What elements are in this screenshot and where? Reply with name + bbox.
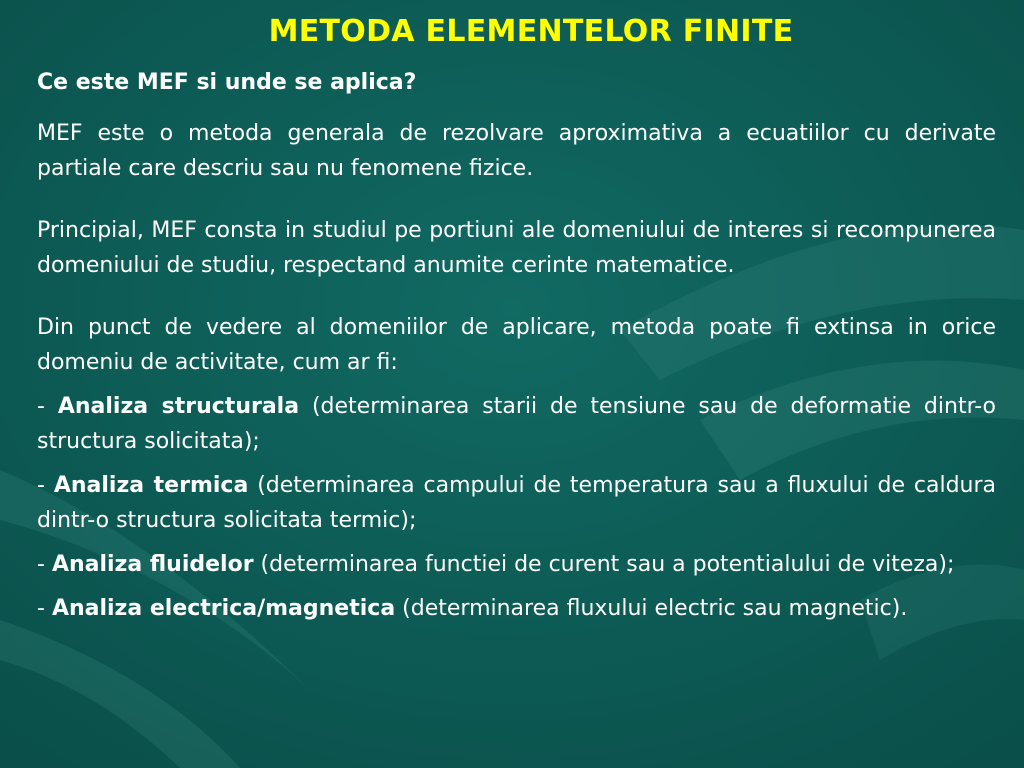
bullet-term: Analiza termica <box>53 473 249 498</box>
bullet-dash: - <box>37 473 54 498</box>
list-item <box>37 547 996 582</box>
slide-title: METODA ELEMENTELOR FINITE <box>268 14 794 49</box>
bullet-description: (determinarea starii de tensiune sau de deformatie dintr-o structura solicitata); <box>37 394 997 454</box>
bullet-term: Analiza fluidelor <box>51 552 254 577</box>
paragraph-definition: MEF este o metoda generala de rezolvare aproximativa a ecuatiilor cu derivate partiale care descriu sau nu fenomene fizice. <box>37 121 996 181</box>
paragraph-applications: Din punct de vedere al domeniilor de aplicare, metoda poate fi extinsa in orice domeniu de activitate, cum ar fi: <box>37 315 996 375</box>
bullet-dash: - <box>37 596 52 621</box>
slide-body <box>37 116 996 626</box>
list-item <box>37 468 996 538</box>
bullet-description: (determinarea fluxului electric sau magnetic). <box>395 596 908 621</box>
list-item <box>37 389 996 459</box>
bullet-dash: - <box>37 552 52 577</box>
bullet-description: (determinarea campului de temperatura sau a fluxului de caldura dintr-o structura solicitata termic); <box>37 473 997 533</box>
bullet-description: (determinarea functiei de curent sau a potentialului de viteza); <box>253 552 955 577</box>
bullet-term: Analiza structurala <box>57 394 300 419</box>
list-item <box>37 591 996 626</box>
paragraph-principle: Principial, MEF consta in studiul pe portiuni ale domeniului de interes si recompunerea domeniului de studiu, respectand anumite cerinte matematice. <box>37 218 996 278</box>
bullet-dash: - <box>37 394 58 419</box>
slide-subtitle: Ce este MEF si unde se aplica? <box>37 70 417 95</box>
bullet-term: Analiza electrica/magnetica <box>51 596 396 621</box>
